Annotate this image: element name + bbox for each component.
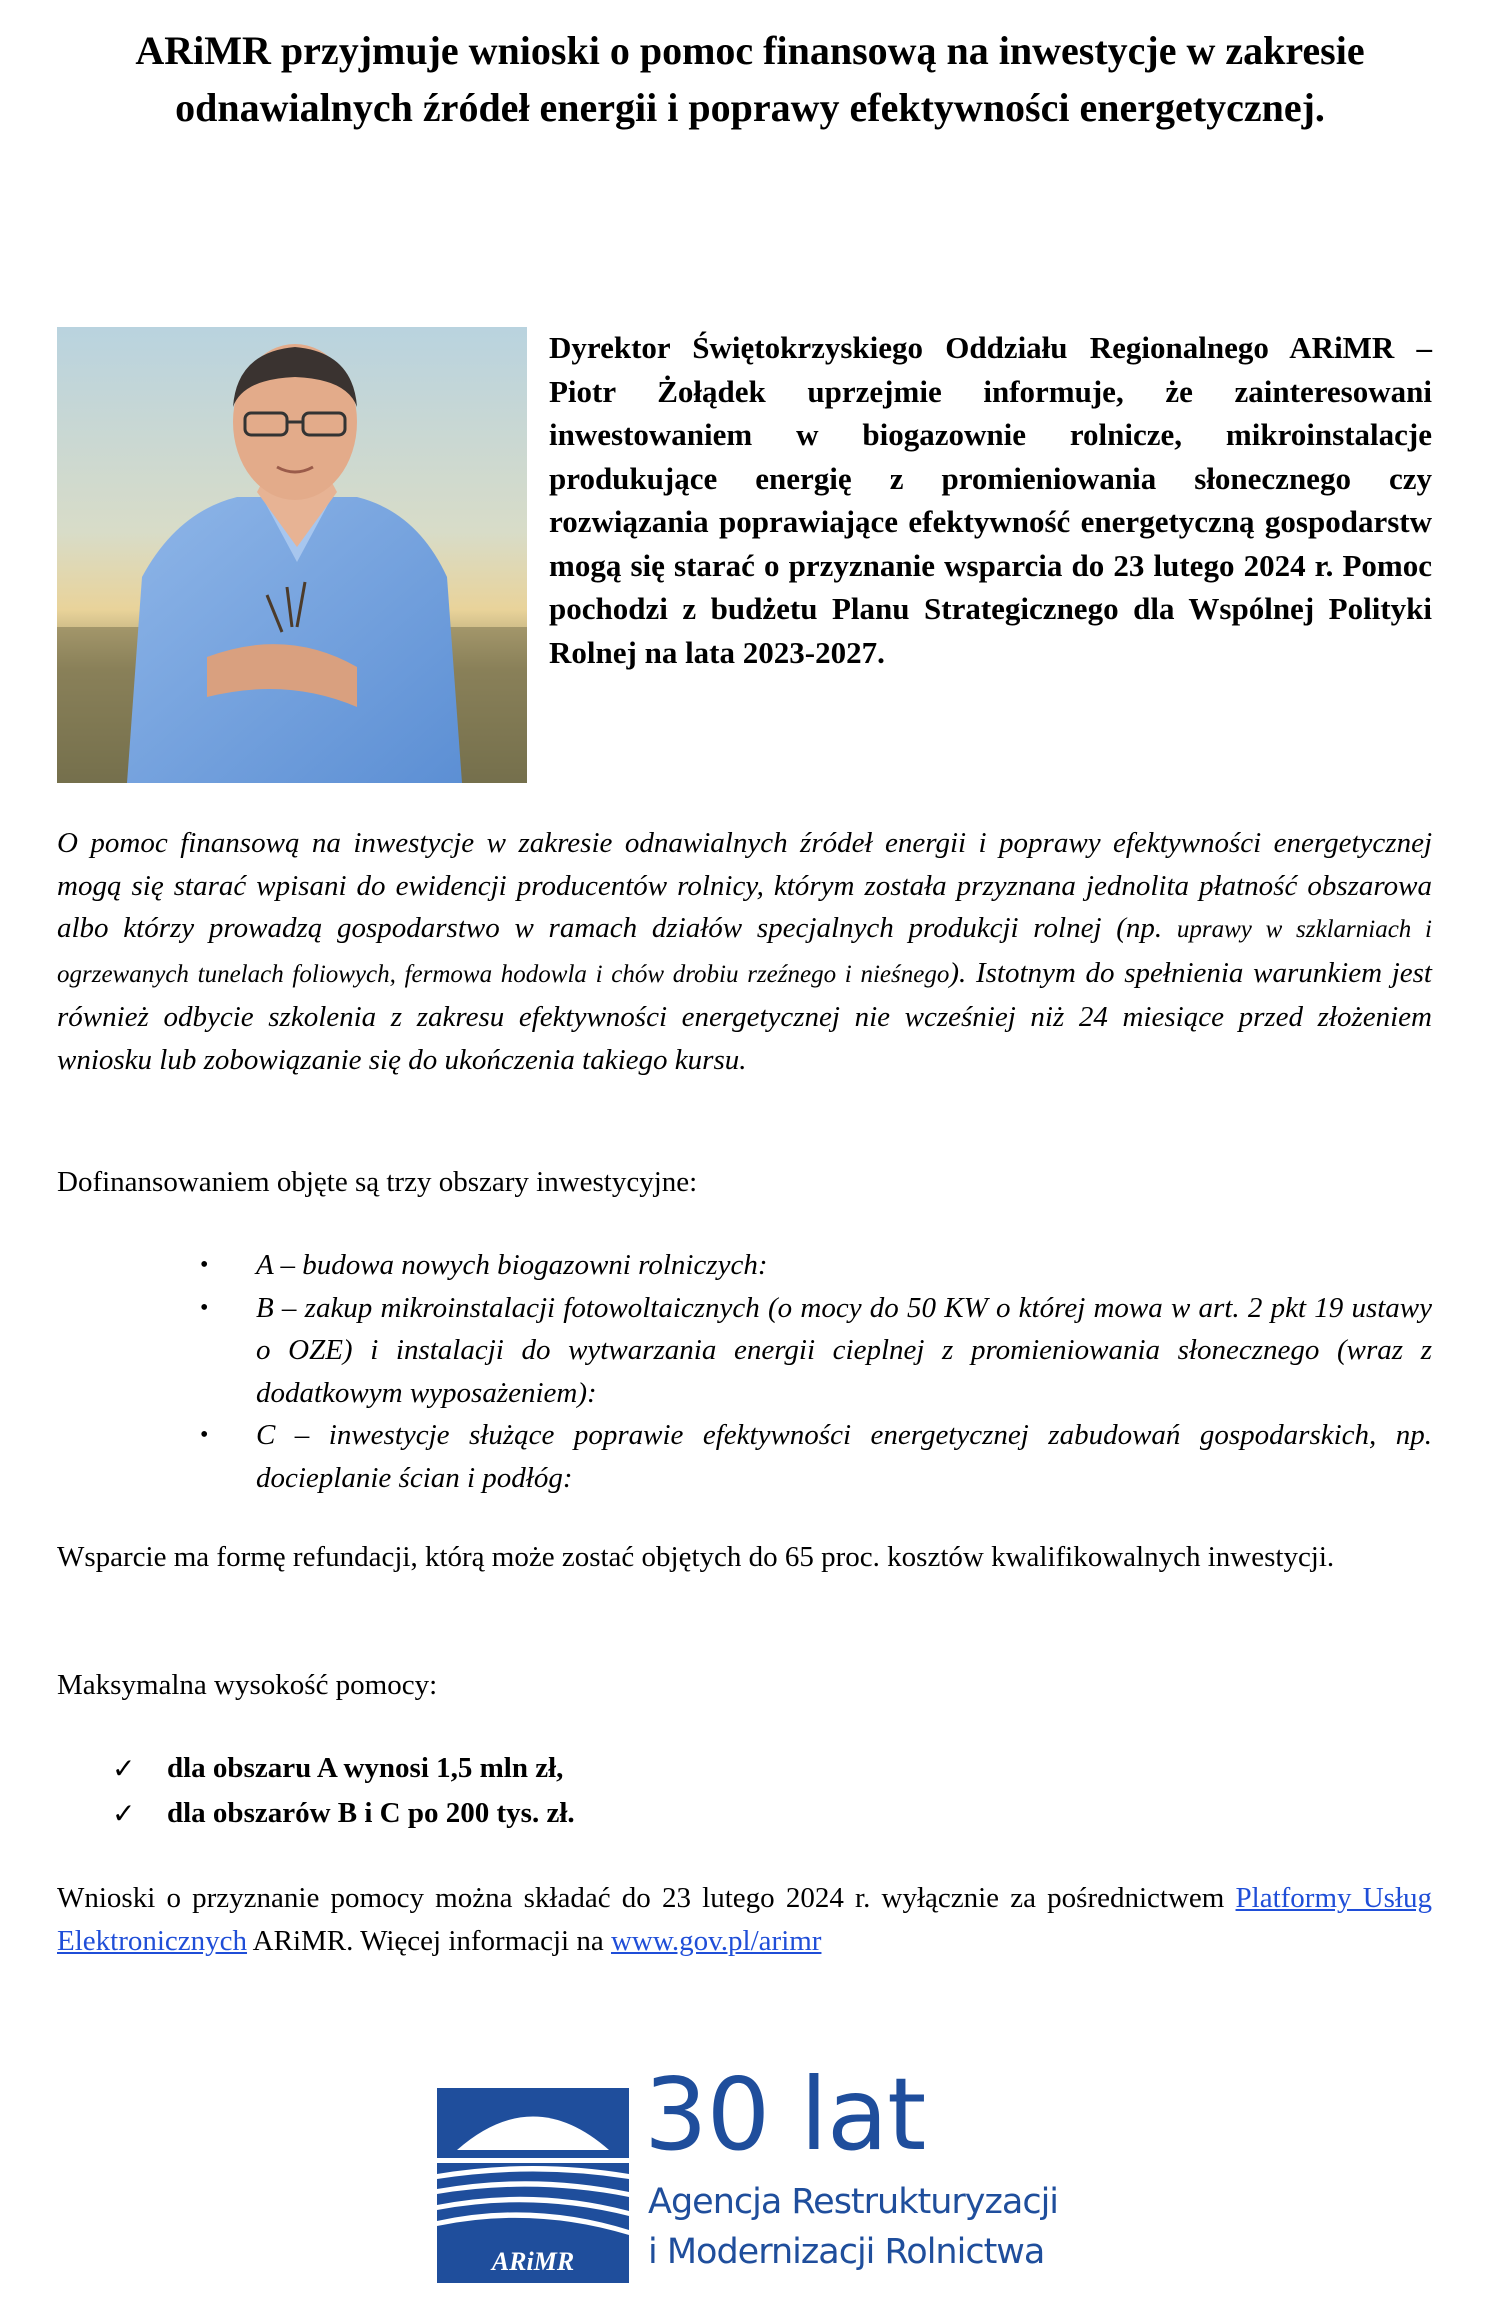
areas-intro: Dofinansowaniem objęte są trzy obszary inwestycyjne: (57, 1166, 698, 1198)
area-c-text: C – inwestycje służące poprawie efektywności energetycznej zabudowań gospodarskich, np. docieplanie ścian i podłóg: (256, 1419, 1432, 1494)
arimr-emblem-icon (437, 2088, 629, 2283)
max-aid-list (112, 1746, 1412, 1836)
gov-link[interactable]: www.gov.pl/arimr (610, 1924, 822, 1957)
max-aid-label: Maksymalna wysokość pomocy: (57, 1669, 438, 1701)
platform-link[interactable]: Platformy Usług Elektronicznych (57, 1882, 1432, 1957)
closing-paragraph (57, 1877, 1432, 1962)
eligibility-paragraph (57, 822, 1432, 1081)
refund-paragraph: Wsparcie ma formę refundacji, którą może zostać objętych do 65 proc. kosztów kwalifikowalnych inwestycji. (57, 1541, 1335, 1573)
bullet-icon: • (200, 1422, 209, 1448)
list-item (112, 1746, 1412, 1791)
list-item (112, 1791, 1412, 1836)
checkmark-icon: ✓ (112, 1797, 136, 1830)
investment-areas-list (200, 1244, 1432, 1499)
closing-text-2: ARiMR. Więcej informacji na (247, 1924, 611, 1957)
closing-text-1: Wnioski o przyznanie pomocy można składać do 23 lutego 2024 r. wyłącznie za pośrednictwem (57, 1882, 1236, 1914)
list-item (200, 1244, 1432, 1287)
area-a-text: A – budowa nowych biogazowni rolniczych: (256, 1249, 768, 1281)
eligibility-examples: uprawy w szklarniach i ogrzewanych tunelach foliowych, fermowa hodowla i chów drobiu rzeźnego i nieśnego (57, 916, 1432, 988)
list-item (200, 1287, 1432, 1415)
logo-anniversary: 30 lat (644, 2056, 926, 2173)
page-title: ARiMR przyjmuje wnioski o pomoc finansową na inwestycje w zakresie odnawialnych źródeł energii i poprawy efektywności energetycznej. (135, 28, 1365, 130)
logo-name-line2: i Modernizacji Rolnictwa (648, 2232, 1045, 2272)
checkmark-icon: ✓ (112, 1752, 136, 1785)
arimr-logo (437, 2056, 1067, 2290)
max-aid-bc: dla obszarów B i C po 200 tys. zł. (167, 1797, 575, 1829)
eligibility-text-1: O pomoc finansową na inwestycje w zakresie odnawialnych źródeł energii i poprawy efektywności energetycznej mogą się starać wpisani do ewidencji producentów rolnicy, którym została przyznana jednolita płatność obszarowa albo którzy prowadzą gospodarstwo w ramach działów specjalnych produkcji rolnej (np. (57, 827, 1432, 944)
logo-name-line1: Agencja Restrukturyzacji (648, 2182, 1059, 2222)
bullet-icon: • (200, 1294, 209, 1321)
list-item (200, 1414, 1432, 1499)
director-photo (57, 327, 527, 783)
eligibility-text-2: ). Istotnym do spełnienia warunkiem jest również odbycie szkolenia z zakresu efektywności energetycznej nie wcześniej niż 24 miesiące przed złożeniem wniosku lub zobowiązanie się do ukończenia takiego kursu. (57, 956, 1432, 1076)
area-b-text: B – zakup mikroinstalacji fotowoltaicznych (o mocy do 50 KW o której mowa w art. 2 pkt 19 ustawy o OZE) i instalacji do wytwarzania energii cieplnej z promieniowania słonecznego (wraz z dodatkowym wyposażeniem): (256, 1291, 1432, 1409)
logo-mark-text: ARiMR (491, 2247, 575, 2276)
max-aid-a: dla obszaru A wynosi 1,5 mln zł, (167, 1752, 564, 1784)
bullet-icon: • (200, 1252, 209, 1278)
intro-paragraph: Dyrektor Świętokrzyskiego Oddziału Regionalnego ARiMR – Piotr Żołądek uprzejmie informuje, że zainteresowani inwestowaniem w biogazownie rolnicze, mikroinstalacje produkujące energię z promieniowania słonecznego czy rozwiązania poprawiające efektywność energetyczną gospodarstw mogą się starać o przyznanie wsparcia do 23 lutego 2024 r. Pomoc pochodzi z budżetu Planu Strategicznego dla Wspólnej Polityki Rolnej na lata 2023-2027. (549, 330, 1432, 670)
